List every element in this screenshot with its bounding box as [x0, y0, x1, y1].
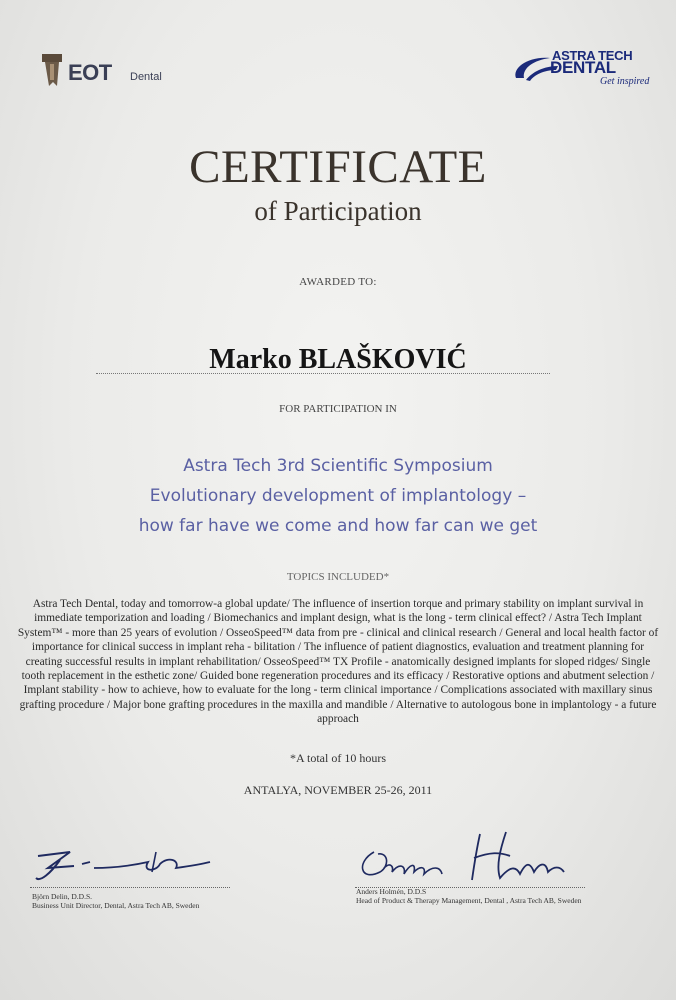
name-dotted-line	[96, 373, 550, 374]
signatory-1-name: Björn Delin, D.D.S.	[32, 892, 92, 901]
signatory-1	[32, 892, 272, 910]
eot-tooth-icon	[40, 52, 66, 88]
eot-logo-text: EOT	[68, 60, 112, 85]
recipient-name: Marko BLAŠKOVIĆ	[209, 344, 467, 375]
signatory-2-name: Anders Holmén, D.D.S	[356, 887, 427, 896]
total-hours: *A total of 10 hours	[290, 751, 386, 765]
event-line-3: how far have we come and how far can we get	[138, 516, 538, 536]
signature-line-1	[30, 887, 230, 888]
astra-tech-logo	[510, 46, 660, 96]
signatory-2-title: Head of Product & Therapy Management, Dental , Astra Tech AB, Sweden	[356, 896, 582, 905]
eot-dental-logo	[40, 52, 180, 92]
certificate-subtitle: of Participation	[254, 196, 422, 226]
topics-text: Astra Tech Dental, today and tomorrow-a global update/ The influence of insertion torque and primary stability on implant survival in immediate temporization and loading / Biomechanics and implant design, what is the long - term clinical effect? / Astra Tech Implant System™ - more than 25 years of evolution / OsseoSpeed™ data from pre - clinical and clinical research / General and local health factor of importance for clinical success in implant reha - bilitation / The influence of patient diagnostics, evaluation and treatment planning for creating successful results in implant rehabilitation/ OsseoSpeed™ TX Profile - anatomically designed implants for sloped ridges/ Single tooth replacement in the esthetic zone/ Guided bone regeneration procedures and its efficacy / Restorative options and abutment selection / Implant stability - how to achieve, how to evaluate for the long - term clinical importance / Complications associated with maxillary sinus grafting procedure / Major bone grafting procedures in the maxilla and mandible / Alternative to autologous bone in implantology - a future approach	[17, 598, 659, 726]
for-participation-label: FOR PARTICIPATION IN	[279, 403, 397, 415]
signatory-1-title: Business Unit Director, Dental, Astra Tech AB, Sweden	[32, 901, 200, 910]
eot-logo-sub: Dental	[130, 71, 162, 83]
astra-logo-line1: ASTRA TECH	[552, 48, 633, 63]
event-line-1: Astra Tech 3rd Scientific Symposium	[183, 456, 493, 476]
certificate-title: CERTIFICATE	[189, 141, 487, 193]
signature-delin	[30, 838, 220, 888]
signatory-2	[356, 887, 656, 905]
astra-logo-line2: DENTAL	[550, 58, 616, 77]
topics-label: TOPICS INCLUDED*	[286, 571, 390, 583]
event-line-2: Evolutionary development of implantology –	[149, 486, 527, 506]
signature-holmen	[350, 822, 580, 888]
awarded-label: AWARDED TO:	[299, 276, 377, 288]
astra-logo-tagline: Get inspired	[600, 76, 650, 87]
place-date: ANTALYA, NOVEMBER 25-26, 2011	[243, 783, 433, 797]
